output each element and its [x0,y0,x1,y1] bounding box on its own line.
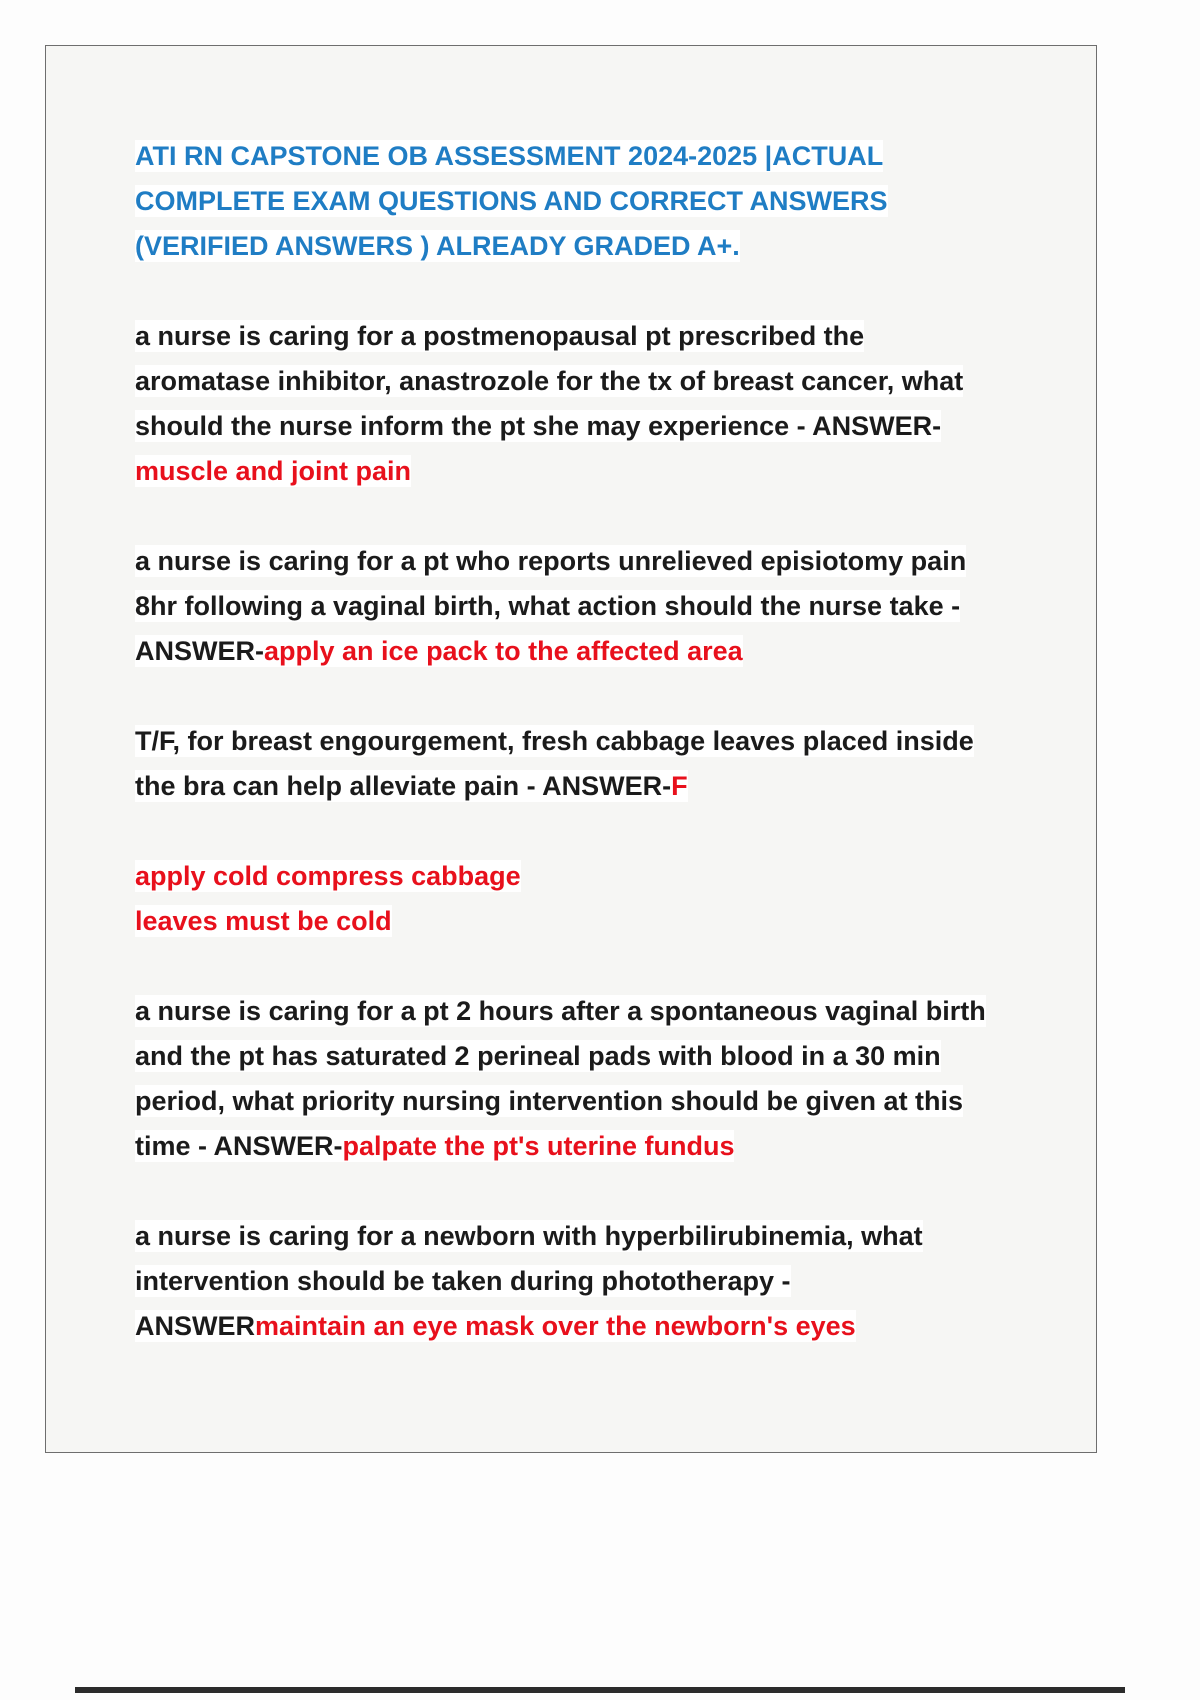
answer-label: - ANSWER- [789,411,942,441]
question-text: a nurse is caring for a newborn with hyperbilirubinemia, what intervention should be taken during phototherapy [135,1221,923,1296]
document-title-text: ATI RN CAPSTONE OB ASSESSMENT 2024-2025 |ACTUAL COMPLETE EXAM QUESTIONS AND CORRECT ANSWERS (VERIFIED ANSWERS ) ALREADY GRADED A+. [135,141,888,261]
answer-label: - ANSWER- [190,1131,343,1161]
document-title [135,134,998,269]
answer-label: - ANSWER- [519,771,672,801]
answer-text: muscle and joint pain [135,456,412,486]
answer-label: - ANSWER [135,1266,791,1341]
note-paragraph [135,854,998,944]
document-content [46,46,1096,1349]
note-line: leaves must be cold [135,906,392,936]
qa-paragraph [135,539,998,674]
qa-paragraph [135,314,998,494]
answer-text: palpate the pt's uterine fundus [342,1131,735,1161]
answer-label: - ANSWER- [135,591,961,666]
qa-paragraph [135,1214,998,1349]
question-text: a nurse is caring for a pt who reports unrelieved episiotomy pain 8hr following a vaginal birth, what action should the nurse take [135,546,967,621]
question-text: T/F, for breast engourgement, fresh cabbage leaves placed inside the bra can help alleviate pain [135,726,974,801]
answer-text: apply an ice pack to the affected area [264,636,743,666]
question-text: a nurse is caring for a postmenopausal pt prescribed the aromatase inhibitor, anastrozole for the tx of breast cancer, what should the nurse inform the pt she may experience [135,321,964,441]
qa-paragraph [135,719,998,809]
question-text: a nurse is caring for a pt 2 hours after a spontaneous vaginal birth and the pt has saturated 2 perineal pads with blood in a 30 min period, what priority nursing intervention should be given at this time [135,996,986,1161]
page-bottom-divider [75,1687,1125,1693]
qa-paragraph [135,989,998,1169]
answer-text: maintain an eye mask over the newborn's eyes [255,1311,856,1341]
document-page [45,45,1097,1453]
note-line: apply cold compress cabbage [135,861,521,891]
answer-text: F [671,771,688,801]
